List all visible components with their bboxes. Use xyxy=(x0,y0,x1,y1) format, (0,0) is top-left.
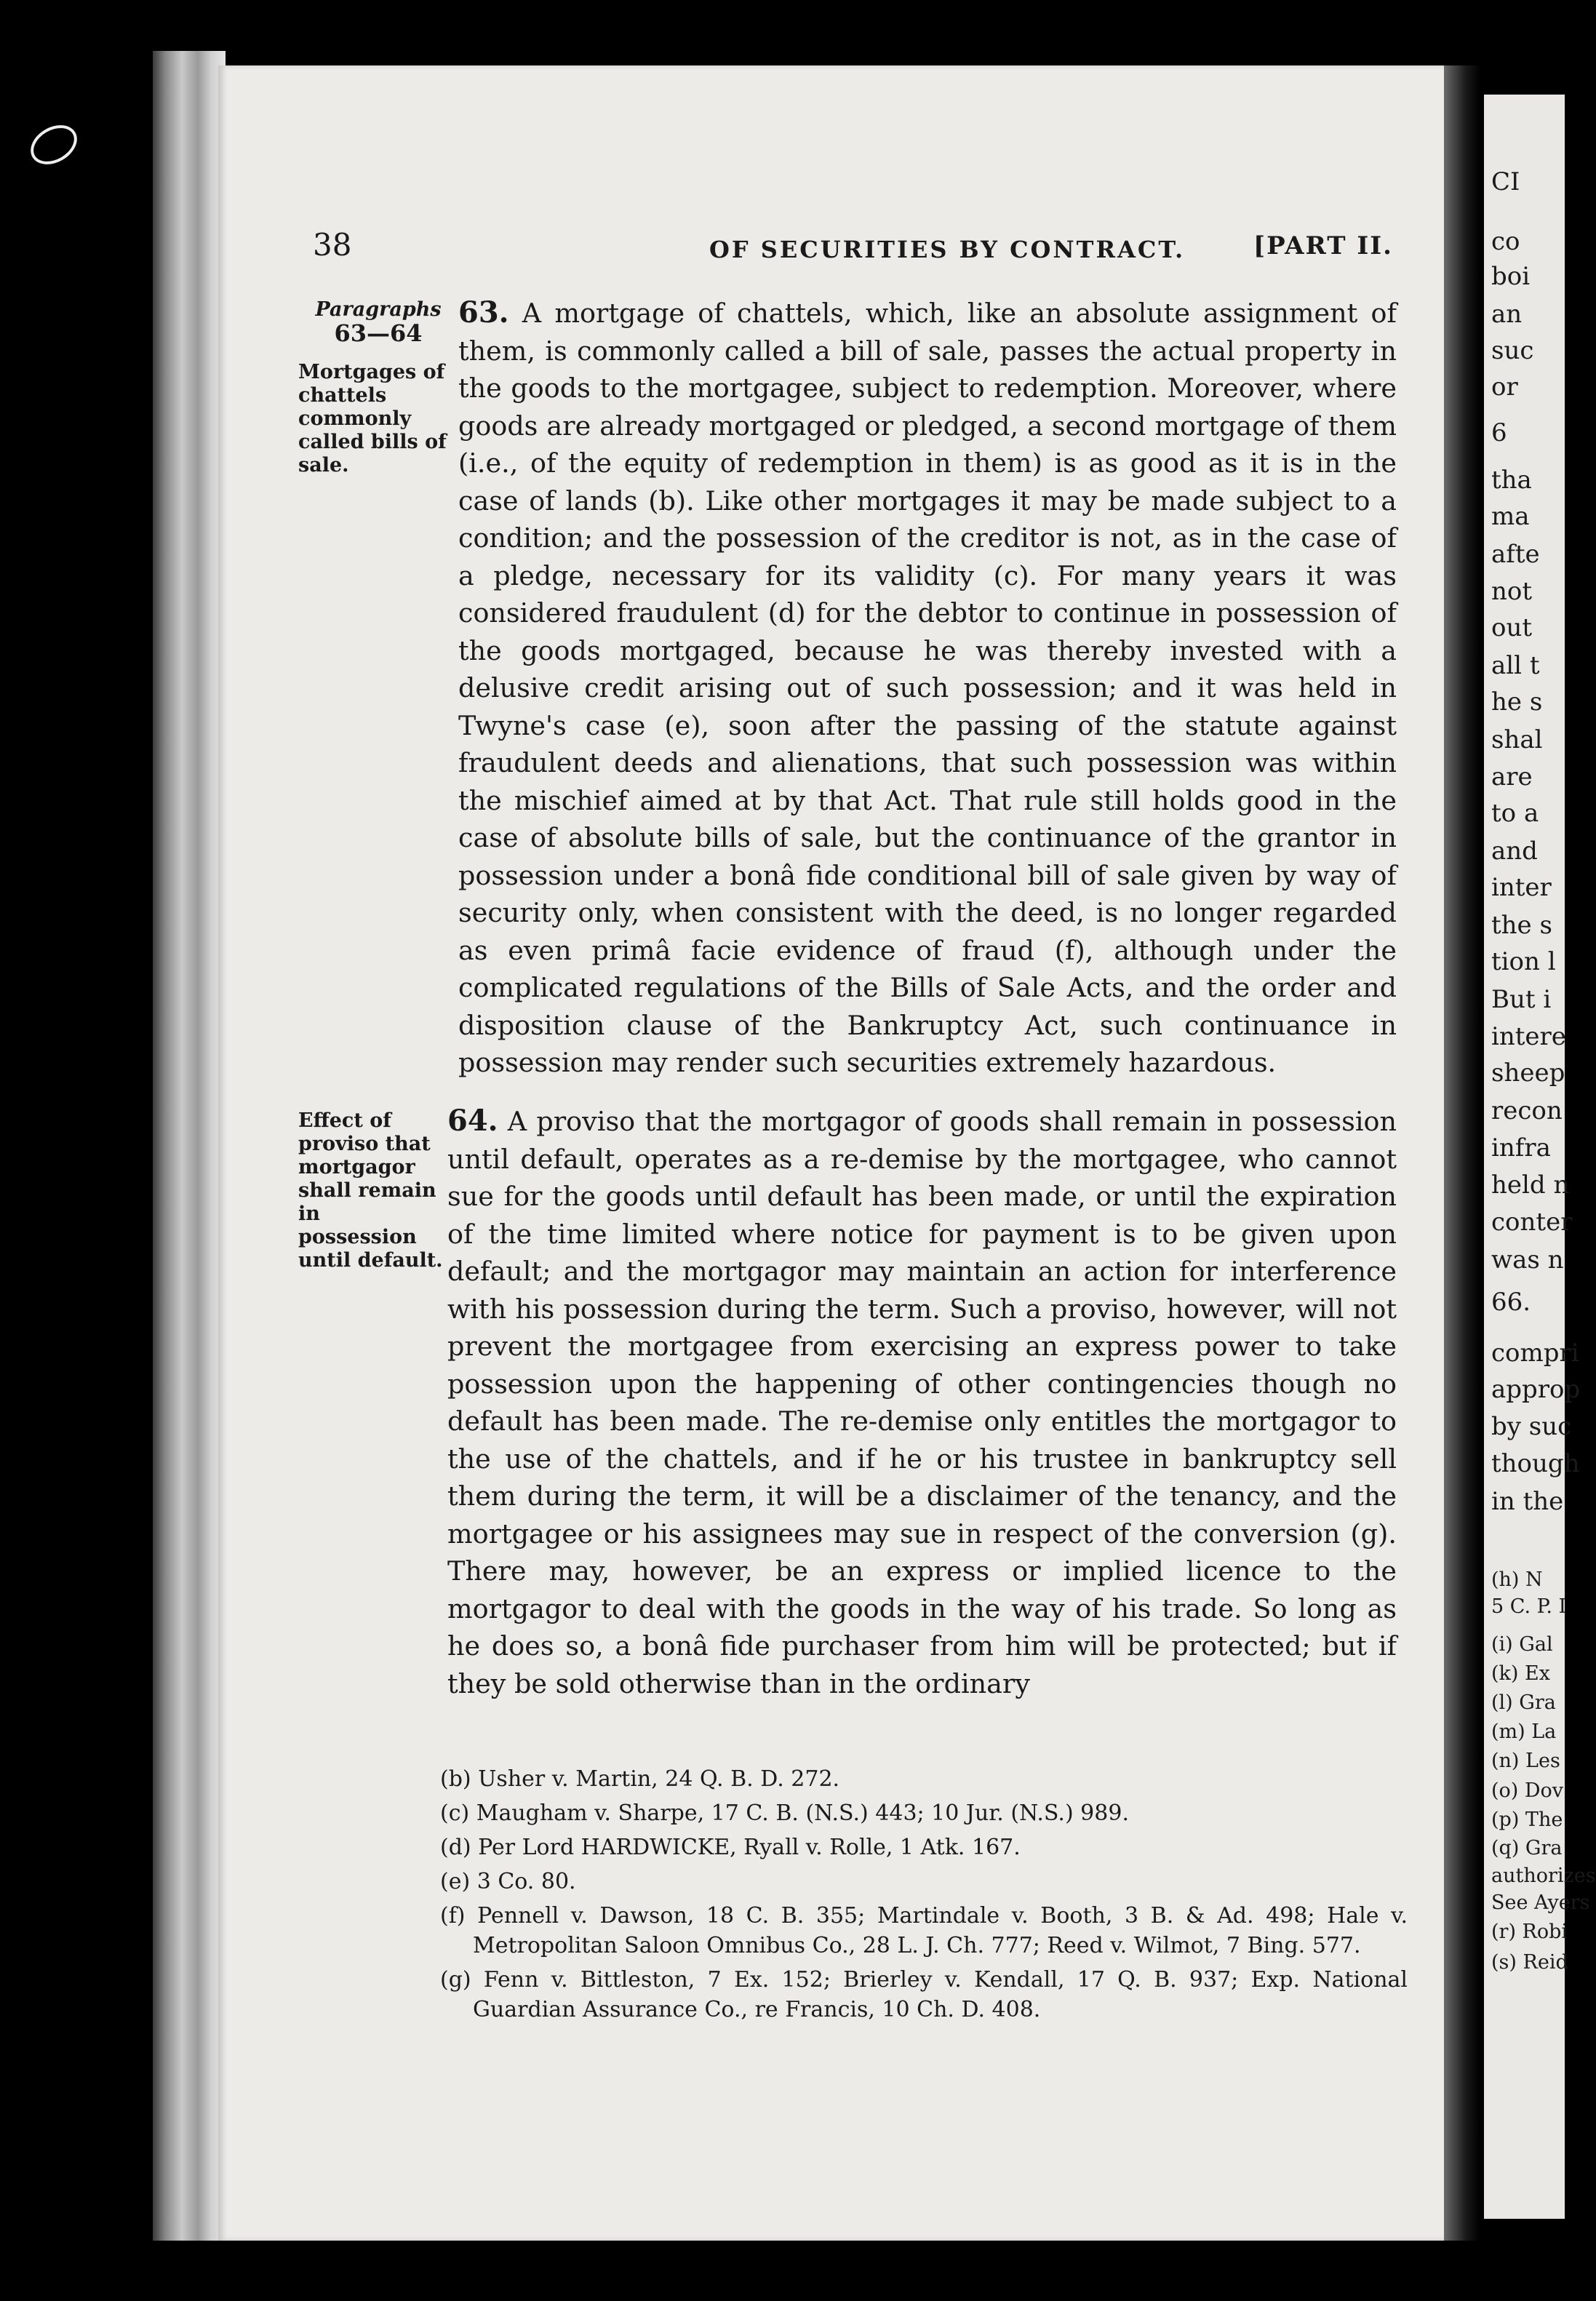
paragraph-number: 64. xyxy=(447,1104,498,1138)
facing-page-fragment: ma xyxy=(1491,502,1530,531)
facing-page-fragment: 5 C. P. I xyxy=(1491,1595,1567,1618)
facing-page-fragment: 6 xyxy=(1491,418,1507,447)
page-header xyxy=(313,227,1393,271)
paragraph-text: A proviso that the mortgagor of goods shall remain in possession until default, operates as a re-demise by the mortgagee, who cannot sue for the goods until default has been made, or until the expiration of the time limited where notice for payment is to be given upon default; and the mortgagor may maintain an action for interference with his possession during the term. Such a proviso, however, will not prevent the mortgagee from exercising an express power to take possession upon the happening of other contingencies though no default has been made. The re-demise only entitles the mortgagor to the use of the chattels, and if he or his trustee in bankruptcy sell them during the term, it will be a disclaimer of the tenancy, and the mortgagee or his assignees may sue in respect of the conversion (g). There may, however, be an express or implied licence to the mortgagor to deal with the goods in the way of his trade. So long as he does so, a bonâ fide purchaser from him will be protected; but if they be sold otherwise than in the ordinary xyxy=(447,1106,1397,1699)
facing-page-fragment: was n xyxy=(1491,1245,1564,1275)
facing-page-fragment: by suc xyxy=(1491,1412,1572,1441)
facing-page-fragment: tion l xyxy=(1491,947,1556,976)
facing-page-fragment: the s xyxy=(1491,911,1552,940)
facing-page-fragment: (l) Gra xyxy=(1491,1691,1556,1714)
facing-page-fragment: infra xyxy=(1491,1133,1551,1163)
part-label: [PART II. xyxy=(1253,231,1393,260)
film-edge-mark xyxy=(24,117,84,172)
facing-page-fragment: boi xyxy=(1491,262,1531,291)
paragraph-63 xyxy=(458,294,1397,1082)
facing-page-fragment: are xyxy=(1491,762,1533,791)
facing-page-fragment: compri xyxy=(1491,1339,1579,1368)
footnote: (g) Fenn v. Bittleston, 7 Ex. 152; Brierley v. Kendall, 17 Q. B. 937; Exp. National Guardian Assurance Co., re Francis, 10 Ch. D. 408. xyxy=(440,1967,1408,2022)
facing-page-fragment: inter xyxy=(1491,873,1552,902)
facing-page-fragment: CI xyxy=(1491,167,1520,196)
facing-page-fragment: (p) The xyxy=(1491,1809,1563,1831)
facing-page-fragment: (i) Gal xyxy=(1491,1633,1553,1656)
facing-page-fragment: and xyxy=(1491,837,1538,866)
facing-page-fragment: (h) N xyxy=(1491,1568,1543,1591)
facing-page-fragment: he s xyxy=(1491,687,1543,717)
sidenote-64: Effect of proviso that mortgagor shall remain in possession until default. xyxy=(298,1109,443,1272)
footnote: (c) Maugham v. Sharpe, 17 C. B. (N.S.) 443; 10 Jur. (N.S.) 989. xyxy=(440,1800,1129,1826)
footnotes xyxy=(440,1764,1408,2029)
paragraphs-label: Paragraphs xyxy=(315,298,442,321)
book-spine xyxy=(153,51,226,2241)
facing-page-fragment: (k) Ex xyxy=(1491,1662,1550,1685)
footnote: (d) Per Lord HARDWICKE, Ryall v. Rolle, 1 Atk. 167. xyxy=(440,1835,1021,1860)
facing-page-fragment: though xyxy=(1491,1449,1580,1478)
facing-page-fragment: (m) La xyxy=(1491,1720,1557,1743)
sidenote-text-63: Mortgages of chattels commonly called bills of sale. xyxy=(298,361,447,476)
facing-page-fragment: suc xyxy=(1491,336,1534,365)
facing-page-fragment: authorizes xyxy=(1491,1865,1596,1887)
facing-page-fragment: conter xyxy=(1491,1208,1573,1237)
facing-page-fragment: shal xyxy=(1491,725,1543,754)
facing-page-fragment: 66. xyxy=(1491,1288,1531,1317)
paragraph-64 xyxy=(447,1102,1397,1702)
facing-page-fragment: or xyxy=(1491,372,1518,402)
paragraphs-range: 63—64 xyxy=(334,319,423,347)
footnote: (e) 3 Co. 80. xyxy=(440,1869,576,1894)
facing-page-fragment: approp xyxy=(1491,1375,1581,1404)
facing-page-fragment: co xyxy=(1491,227,1520,256)
facing-page-fragment: in the xyxy=(1491,1487,1564,1516)
facing-page-fragment: all t xyxy=(1491,651,1540,680)
facing-page-fragment: (o) Dov xyxy=(1491,1779,1564,1802)
running-title: OF SECURITIES BY CONTRACT. xyxy=(709,236,1186,263)
paragraph-number: 63. xyxy=(458,295,509,330)
facing-page-fragment: held n xyxy=(1491,1171,1570,1200)
paragraph-text: A mortgage of chattels, which, like an absolute assignment of them, is commonly called a bill of sale, passes the actual property in the goods to the mortgagee, subject to redemption. Moreover, where goods are already mortgaged or pledged, a second mortgage of them (i.e., of the equity of redemption in them) is as good as it is in the case of lands (b). Like other mortgages it may be made subject to a condition; and the possession of the creditor is not, as in the case of a pledge, necessary for its validity (c). For many years it was considered fraudulent (d) for the debtor to continue in possession of the goods mortgaged, because he was thereby invested with a delusive credit arising out of such possession; and it was held in Twyne's case (e), soon after the passing of the statute against fraudulent deeds and alienations, that such possession was within the mischief aimed at by that Act. That rule still holds good in the case of absolute bills of sale, but the continuance of the grantor in possession under a bonâ fide conditional bill of sale given by way of security only, when consistent with the deed, is no longer regarded as even primâ facie evidence of fraud (f), although under the complicated regulations of the Bills of Sale Acts, and the order and disposition clause of the Bankruptcy Act, such continuance in possession may render such securities extremely hazardous. xyxy=(458,298,1397,1078)
facing-page-fragment: (s) Reid xyxy=(1491,1951,1568,1974)
facing-page-fragment: recon xyxy=(1491,1096,1563,1125)
facing-page-fragment: an xyxy=(1491,300,1523,329)
facing-page-fragment: See Ayers xyxy=(1491,1891,1590,1914)
facing-page-fragment: out xyxy=(1491,613,1533,642)
facing-page-fragment: intere xyxy=(1491,1022,1566,1051)
page-gutter xyxy=(1444,65,1480,2241)
footnote: (f) Pennell v. Dawson, 18 C. B. 355; Martindale v. Booth, 3 B. & Ad. 498; Hale v. Metropolitan Saloon Omnibus Co., 28 L. J. Ch. 777; Reed v. Wilmot, 7 Bing. 577. xyxy=(440,1903,1408,1958)
facing-page-fragment: But i xyxy=(1491,985,1552,1014)
facing-page-fragment: afte xyxy=(1491,540,1540,569)
facing-page-fragment: (n) Les xyxy=(1491,1750,1560,1772)
facing-page-fragment: sheep xyxy=(1491,1058,1565,1088)
facing-page xyxy=(1484,95,1596,2219)
facing-page-fragment: to a xyxy=(1491,799,1539,828)
footnote: (b) Usher v. Martin, 24 Q. B. D. 272. xyxy=(440,1766,840,1792)
facing-page-fragment: tha xyxy=(1491,466,1532,495)
sidenote-63 xyxy=(298,298,458,477)
facing-page-fragment: (q) Gra xyxy=(1491,1837,1563,1859)
page-number: 38 xyxy=(313,227,352,263)
facing-page-fragment: not xyxy=(1491,577,1533,606)
facing-page-fragment: (r) Robi xyxy=(1491,1921,1568,1943)
